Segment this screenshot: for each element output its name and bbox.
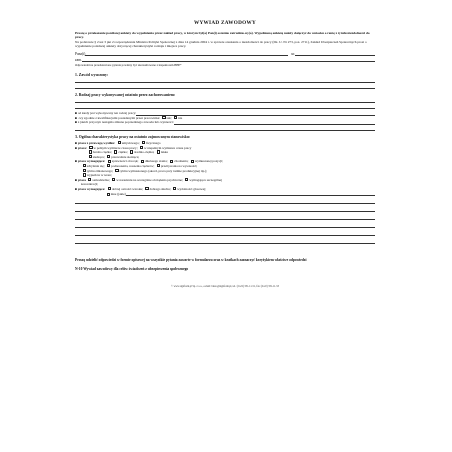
reason-row: ■ z jakich przyczyn nastąpiła zmiana poprzedniego zawodu lub czynności: xyxy=(75,120,375,125)
checkbox[interactable] xyxy=(130,150,133,153)
requiring-row-2: schylania się; podnoszenia, noszenia ciężarów; przebywania na wysokości; xyxy=(75,164,375,169)
other-label: inne (jakie) xyxy=(110,191,126,196)
answer-line[interactable] xyxy=(75,204,375,212)
form-sheet xyxy=(75,20,375,445)
checkbox[interactable] xyxy=(157,150,160,153)
answer-line[interactable] xyxy=(75,212,375,220)
sitting-row: siedząca; przeważnie siedząca; xyxy=(75,155,375,160)
checkbox[interactable] xyxy=(157,164,160,167)
qualif-row: ■ czy zgodnie z kwalifikacjami posiadanymi przez pracownika: tak; nie xyxy=(75,115,183,120)
checkbox[interactable] xyxy=(145,187,148,190)
answer-line[interactable] xyxy=(75,236,375,244)
answer-line[interactable] xyxy=(75,83,375,89)
senses-row: ■ praca wymagająca: dobrej ostrości wzroku; dobrego słuchu; wydolności głosowej; xyxy=(75,186,207,191)
address-field[interactable] xyxy=(82,58,375,62)
effort-row: ■ praca z przewagą wysiłku: umysłowego; fizycznego xyxy=(75,140,161,145)
requiring-row-1: ■ praca wymagająca: sprawności obu rąk; dłuższego stania; chodzenia; wymuszonej pozycji; xyxy=(75,159,224,164)
since-label: od kiedy jest wykonywany ten rodzaj pracy: xyxy=(77,111,137,116)
checkbox[interactable] xyxy=(108,160,111,163)
checkbox[interactable] xyxy=(107,164,110,167)
copyright: © www.signform.pl Sp. z o.o., e-mail: biuro@signform.pl, tel.: (0-22) 331-11-51, fax: (0-22) 331-11-53 xyxy=(171,284,279,288)
ur-label: ur. xyxy=(291,52,295,57)
checkbox[interactable] xyxy=(89,150,92,153)
form-title: WYWIAD ZAWODOWY xyxy=(194,20,256,26)
checkbox[interactable] xyxy=(174,116,177,119)
checkbox[interactable] xyxy=(83,169,86,172)
checkbox[interactable] xyxy=(118,141,121,144)
name-row xyxy=(75,52,375,56)
checkbox[interactable] xyxy=(112,178,115,181)
checkbox[interactable] xyxy=(88,178,91,181)
checkbox[interactable] xyxy=(141,160,144,163)
answer-line[interactable] xyxy=(75,125,375,131)
answer-line[interactable] xyxy=(75,196,375,204)
heaviness-row: bardzo ciężka; ciężka; średnio-ciężka; lekka xyxy=(75,150,375,155)
checkbox[interactable] xyxy=(107,193,110,196)
name-label: Pana(i) xyxy=(75,52,86,57)
intro xyxy=(75,31,375,48)
zam-row xyxy=(75,58,375,62)
checkbox[interactable] xyxy=(83,164,86,167)
checkbox[interactable] xyxy=(170,160,173,163)
checkbox[interactable] xyxy=(89,146,92,149)
section-1-heading: 1. Zawód wyuczony: xyxy=(75,73,109,78)
answer-line[interactable] xyxy=(75,220,375,228)
form-code: N-10 Wywiad zawodowy dla celów świadczeń z ubezpieczenia społecznego xyxy=(75,266,189,271)
requiring-row-4: wyjazdów w teren; xyxy=(75,173,375,178)
footer-instruction: Proszę udzielić odpowiedzi w formie opisowej na wszystkie pytania zawarte w formularzu oraz w kratkach zaznaczyć krzyżykiem właściwe odpowiedzi xyxy=(75,258,307,263)
other-row xyxy=(75,192,375,197)
bhp-note: Odpowiedzi na przedstawione pytania powinny być skonsultowane z inspektorem BHP* xyxy=(75,63,182,68)
requiring-row-3: rytmu zmianowego; rytmu wymuszonego (akord, praca przy taśmie produkcyjnej itp.); xyxy=(75,169,375,174)
reason-field[interactable] xyxy=(174,121,375,125)
checkbox[interactable] xyxy=(191,160,194,163)
checkbox[interactable] xyxy=(173,187,176,190)
worktime-row: ■ praca: w pełnym wymiarze czasu pracy; w niepełnym wymiarze czasu pracy xyxy=(75,145,192,150)
checkbox[interactable] xyxy=(185,178,188,181)
checkbox[interactable] xyxy=(162,116,165,119)
answer-line[interactable] xyxy=(75,103,375,109)
qualif-label: czy zgodnie z kwalifikacjami posiadanymi przez pracownika: xyxy=(78,115,161,120)
birth-field[interactable] xyxy=(295,52,375,56)
reason-label: z jakich przyczyn nastąpiła zmiana poprzedniego zawodu lub czynności: xyxy=(77,120,174,125)
independence-row: ■ praca samodzielna; w narażeniu na szczególne obciążenia psychiczne; wymagająca szczególnej xyxy=(75,177,223,182)
name-field[interactable] xyxy=(85,52,288,56)
intro-bold: Proszę o przekazanie poniższej ankiety do wypełnienia przez zakład pracy, w którym był(a) Pan(i) ostatnio zatrudnio-ny(a). Wypełnioną ankietę należy dołączyć do wniosku o rentę z tytułu niezdolności do pracy. xyxy=(75,31,370,40)
checkbox[interactable] xyxy=(89,155,92,158)
checkbox[interactable] xyxy=(108,187,111,190)
concentration-row: koncentracji; xyxy=(81,182,99,187)
checkbox[interactable] xyxy=(142,141,145,144)
checkbox[interactable] xyxy=(115,169,118,172)
other-field[interactable] xyxy=(126,192,375,196)
section-2-heading: 2. Rodzaj pracy wykonywanej ostatnio przez zachorowaniem: xyxy=(75,93,176,98)
checkbox[interactable] xyxy=(140,146,143,149)
checkbox[interactable] xyxy=(114,150,117,153)
zam-label: zam. xyxy=(75,58,82,63)
since-row: ■ od kiedy jest wykonywany ten rodzaj pracy: xyxy=(75,111,375,116)
intro-text: Na podstawie § 2 ust 3 pkt 2 rozporządzenia Ministra Polityki Społecznej z dnia 14 grudnia 2004 r. w sprawie orzekania o niezdolności do pracy (Dz. U. Nr 273, poz. 2711), Zakład Ubezpieczeń Społecznych prosi o wypełnienie poniższej ankiety dotyczącej charakterystyki rodzaju i miejsca pracy. xyxy=(75,39,367,48)
section-3-heading: 3. Ogólna charakterystyka pracy na ostatnio zajmowanym stanowisku: xyxy=(75,134,191,139)
checkbox[interactable] xyxy=(107,155,110,158)
checkbox[interactable] xyxy=(83,173,86,176)
answer-line[interactable] xyxy=(75,228,375,236)
